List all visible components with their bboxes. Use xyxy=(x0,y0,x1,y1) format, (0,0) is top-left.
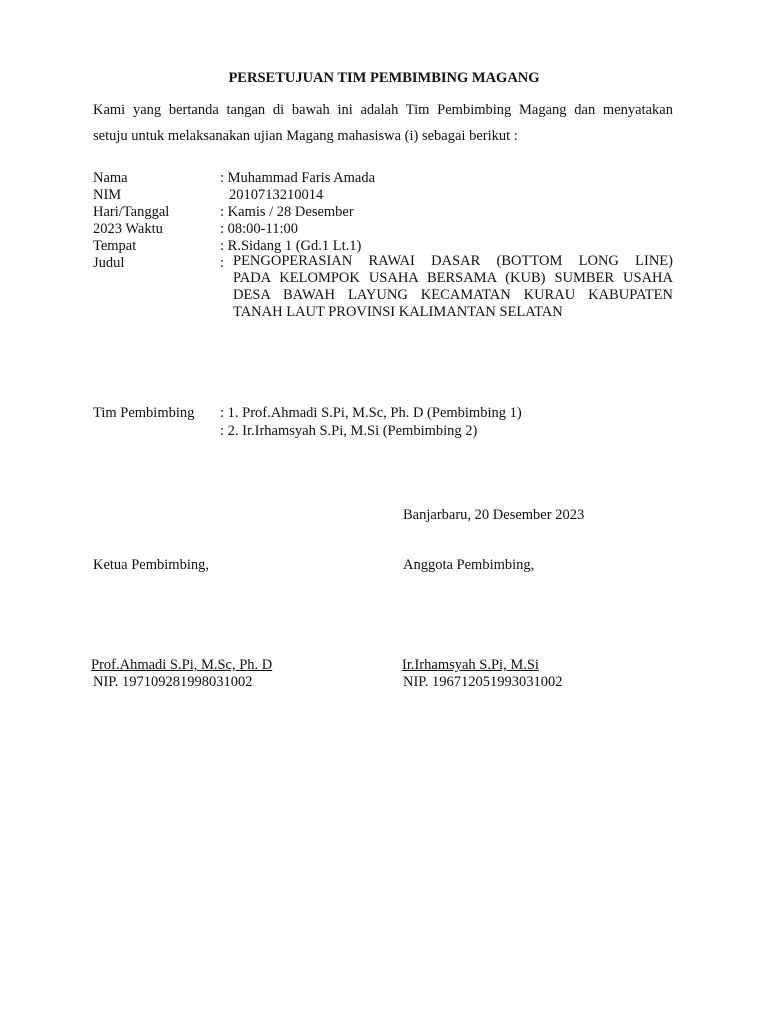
waktu-value: : 08:00-11:00 xyxy=(220,221,299,237)
nim-label: NIM xyxy=(93,187,122,203)
anggota-name: Ir.Irhamsyah S.Pi, M.Si xyxy=(402,657,539,673)
tim-member-2: : 2. Ir.Irhamsyah S.Pi, M.Si (Pembimbing 2) xyxy=(220,423,478,439)
waktu-label: 2023 Waktu xyxy=(93,221,163,237)
tempat-value: : R.Sidang 1 (Gd.1 Lt.1) xyxy=(220,238,362,254)
tim-member-1: : 1. Prof.Ahmadi S.Pi, M.Sc, Ph. D (Pembimbing 1) xyxy=(220,405,522,421)
judul-value xyxy=(233,253,673,321)
intro-line-1: Kami yang bertanda tangan di bawah ini adalah Tim Pembimbing Magang dan menyatakan xyxy=(93,102,673,118)
intro-line-2: setuju untuk melaksanakan ujian Magang mahasiswa (i) sebagai berikut : xyxy=(93,128,518,144)
judul-line-2: PADA KELOMPOK USAHA BERSAMA (KUB) SUMBER USAHA xyxy=(233,270,673,286)
ketua-name: Prof.Ahmadi S.Pi, M.Sc, Ph. D xyxy=(91,657,273,673)
tim-pembimbing-label: Tim Pembimbing xyxy=(93,405,195,421)
hari-tanggal-label: Hari/Tanggal xyxy=(93,204,170,220)
anggota-nip: NIP. 196712051993031002 xyxy=(403,674,563,690)
nama-label: Nama xyxy=(93,170,128,186)
place-date: Banjarbaru, 20 Desember 2023 xyxy=(403,507,585,523)
hari-tanggal-value: : Kamis / 28 Desember xyxy=(220,204,354,220)
ketua-nip: NIP. 197109281998031002 xyxy=(93,674,253,690)
judul-line-3: DESA BAWAH LAYUNG KECAMATAN KURAU KABUPATEN xyxy=(233,287,673,303)
tempat-label: Tempat xyxy=(93,238,137,254)
anggota-title: Anggota Pembimbing, xyxy=(403,557,535,573)
judul-line-1: PENGOPERASIAN RAWAI DASAR (BOTTOM LONG LINE) xyxy=(233,253,673,269)
judul-label: Judul xyxy=(93,255,125,271)
judul-line-4: TANAH LAUT PROVINSI KALIMANTAN SELATAN xyxy=(233,304,563,320)
document-title: PERSETUJUAN TIM PEMBIMBING MAGANG xyxy=(228,70,540,86)
nim-value: 2010713210014 xyxy=(229,187,324,203)
judul-colon: : xyxy=(220,255,225,271)
ketua-title: Ketua Pembimbing, xyxy=(93,557,209,573)
nama-value: : Muhammad Faris Amada xyxy=(220,170,376,186)
